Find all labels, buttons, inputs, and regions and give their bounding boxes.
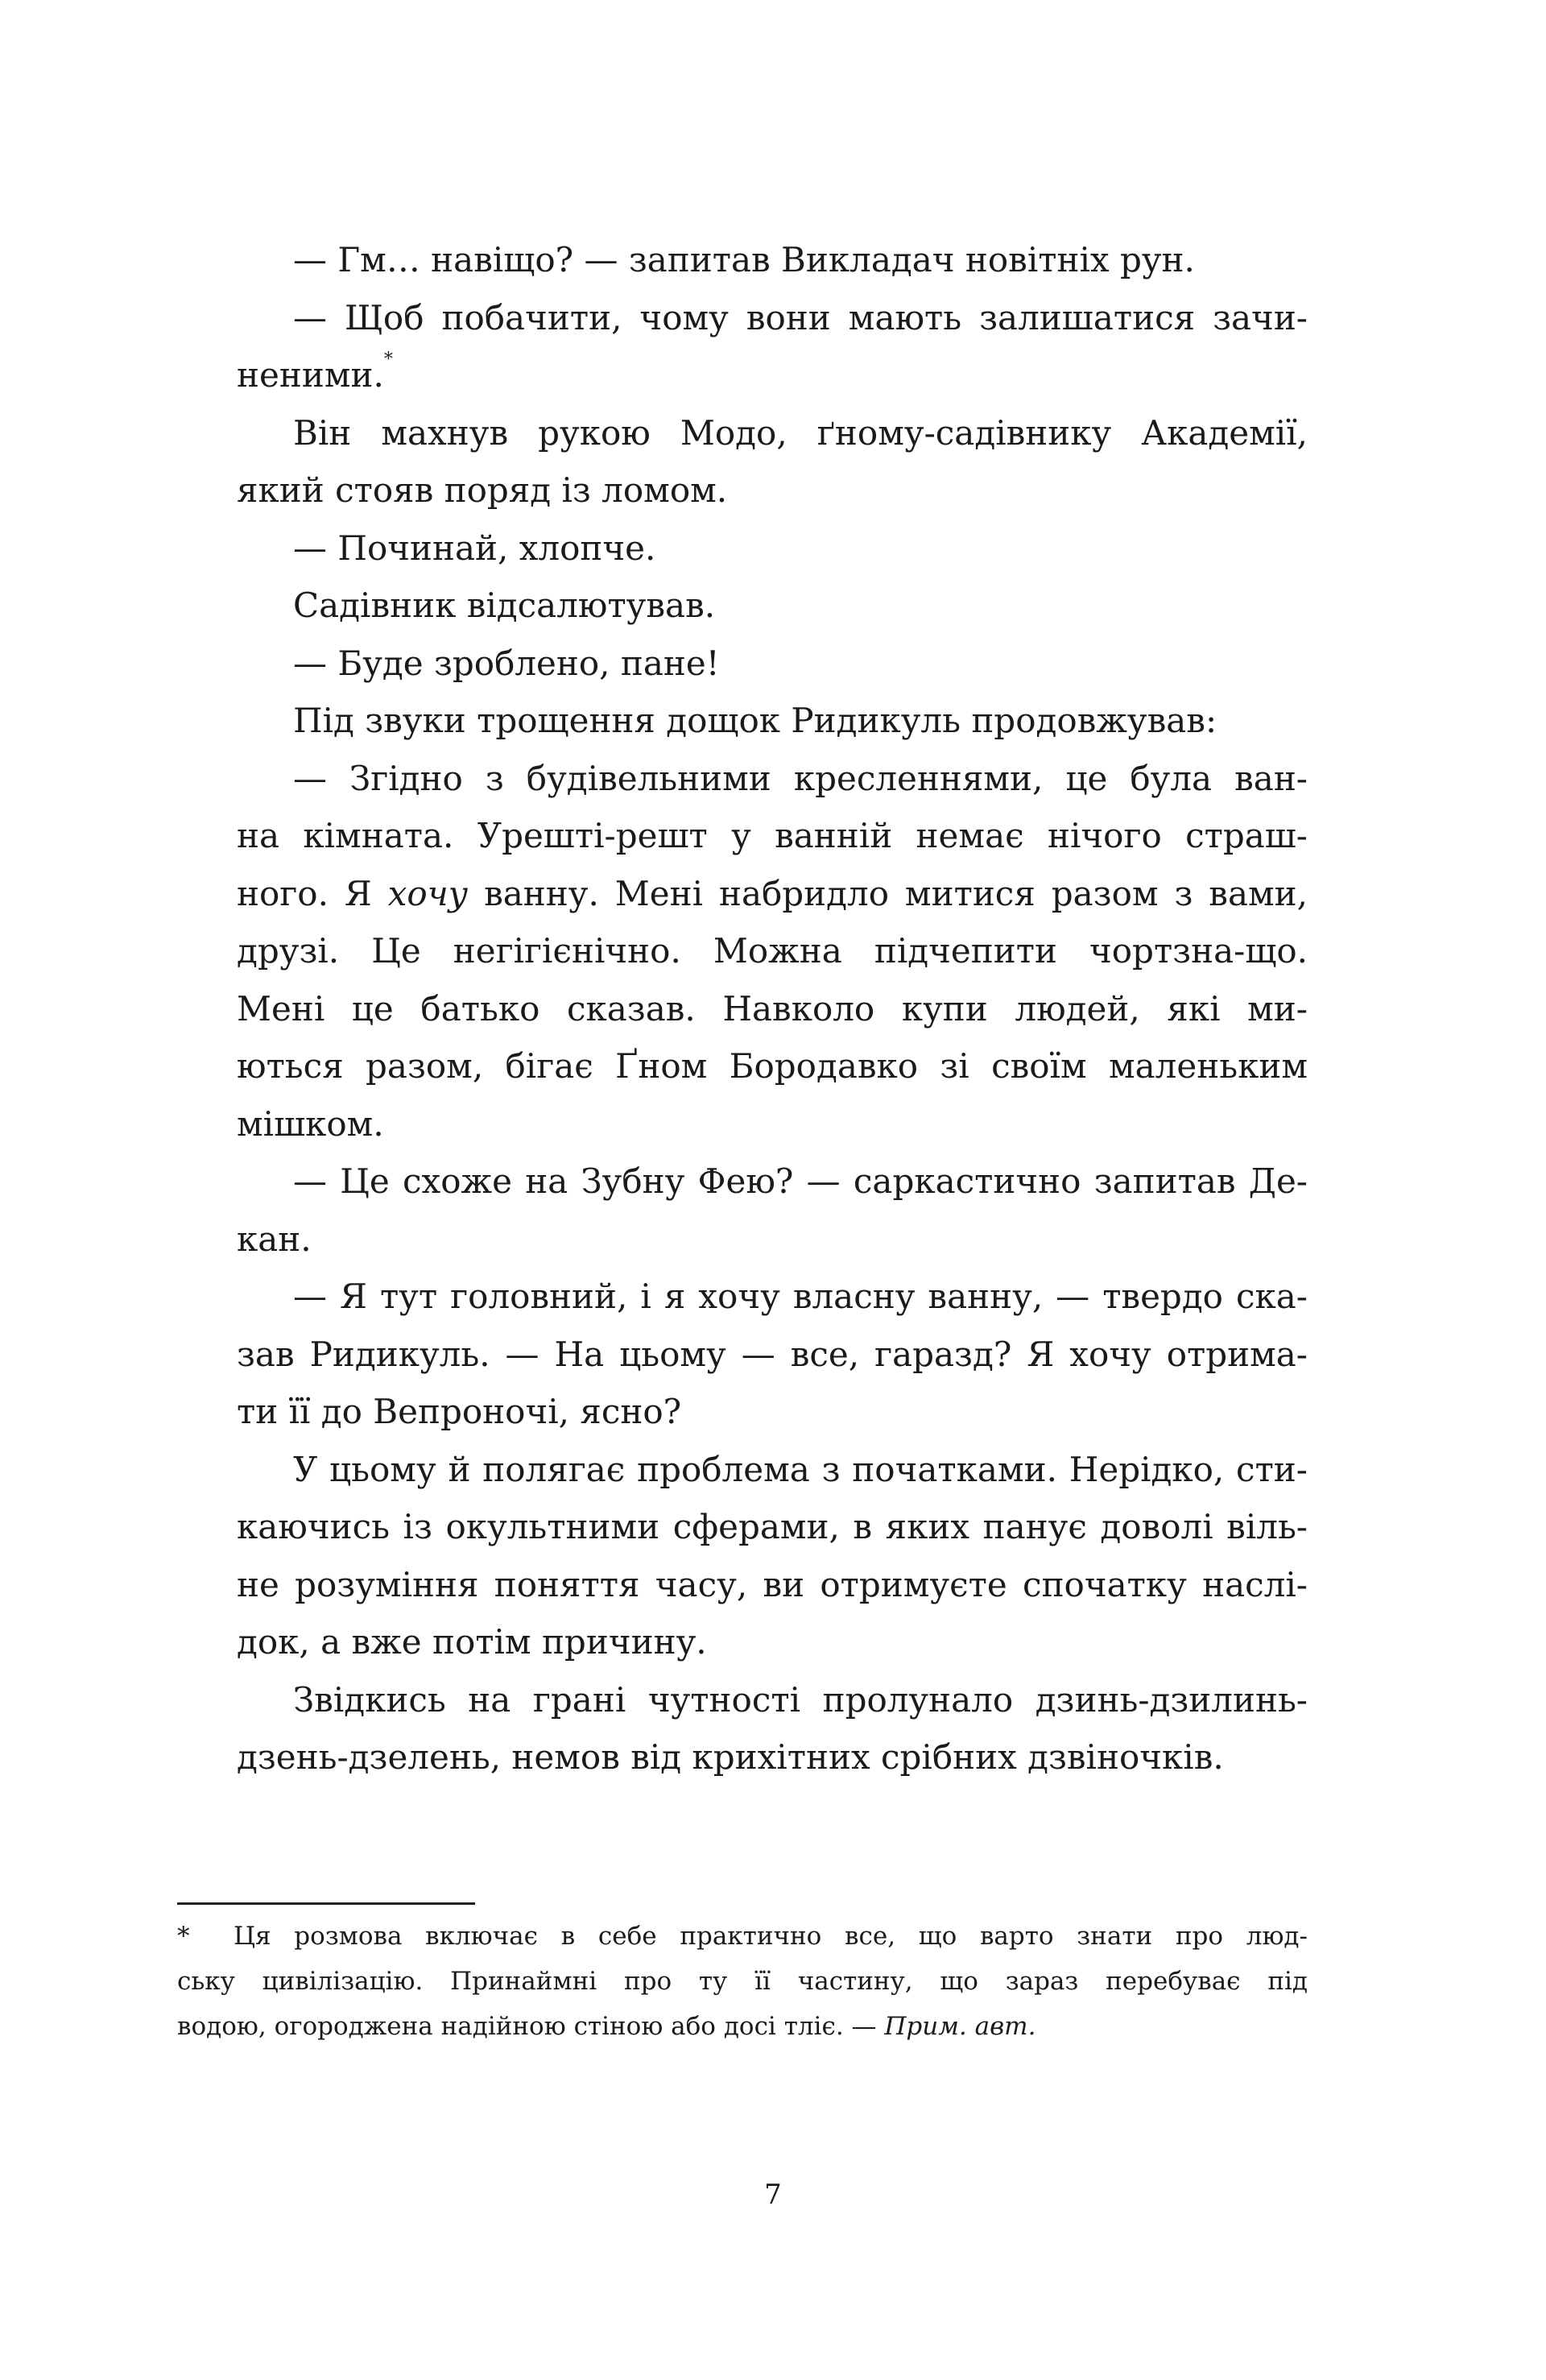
text-line: Садівник відсалютував. bbox=[293, 586, 716, 625]
text-line: зав Ридикуль. — На цьому — все, гаразд? Я хочу отрима- bbox=[237, 1334, 1308, 1374]
text-line: ються разом, бігає Ґном Бородавко зі своїм маленьким bbox=[237, 1046, 1308, 1086]
text-line: — Гм… навіщо? — запитав Викладач новітніх рун. bbox=[293, 240, 1195, 279]
text-line: — Починай, хлопче. bbox=[293, 528, 656, 568]
text-line bbox=[237, 865, 1308, 923]
footnote-marker: * bbox=[177, 1922, 190, 1951]
text-line bbox=[237, 346, 1308, 404]
text-line: дзень-дзелень, немов від крихітних срібних дзвіночків. bbox=[237, 1737, 1224, 1777]
footnote-divider bbox=[177, 1902, 475, 1905]
text-span: ванну. Мені набридло митися разом з вами, bbox=[468, 873, 1308, 913]
text-line: — Буде зроблено, пане! bbox=[293, 643, 720, 683]
footnote-line bbox=[177, 1914, 1308, 1959]
text-line: — Щоб побачити, чому вони мають залишатися зачи- bbox=[293, 297, 1308, 337]
page-number: 7 bbox=[764, 2179, 782, 2211]
text-line: — Я тут головний, і я хочу власну ванну, — твердо ска- bbox=[293, 1277, 1308, 1316]
text-line: мішком. bbox=[237, 1103, 384, 1144]
text-line: Він махнув рукою Модо, ґному-садівнику Академії, bbox=[293, 412, 1308, 453]
text-span: Ця розмова включає в себе практично все, що варто знати про люд- bbox=[234, 1922, 1308, 1951]
text-line: який стояв поряд із ломом. bbox=[237, 470, 728, 510]
text-line: кан. bbox=[237, 1219, 312, 1259]
text-line: У цьому й полягає проблема з початками. Нерідко, сти- bbox=[293, 1449, 1308, 1489]
footnote-line bbox=[177, 2004, 1308, 2049]
text-line: — Це схоже на Зубну Фею? — саркастично запитав Де- bbox=[293, 1161, 1308, 1201]
footnote-ref[interactable]: * bbox=[383, 350, 393, 370]
text-line: ти її до Вепроночі, ясно? bbox=[237, 1392, 682, 1431]
text-line: — Згідно з будівельними кресленнями, це була ван- bbox=[293, 758, 1308, 798]
author-note: Прим. авт. bbox=[884, 2012, 1036, 2041]
footnote-line: ську цивілізацію. Принаймні про ту її частину, що зараз перебуває під bbox=[177, 1967, 1308, 1996]
emphasis: хочу bbox=[387, 873, 469, 913]
text-line: док, а вже потім причину. bbox=[237, 1622, 707, 1662]
text-line: Мені це батько сказав. Навколо купи людей, які ми- bbox=[237, 988, 1308, 1029]
text-line: не розуміння поняття часу, ви отримуєте спочатку наслі- bbox=[237, 1564, 1308, 1604]
text-line: на кімната. Урешті-решт у ванній немає нічого страш- bbox=[237, 816, 1308, 855]
footnote bbox=[177, 1914, 1308, 2049]
text-line: Під звуки трощення дощок Ридикуль продовжував: bbox=[293, 701, 1217, 740]
text-span: водою, огороджена надійною стіною або досі тліє. — bbox=[177, 2012, 885, 2041]
main-text bbox=[237, 231, 1308, 1786]
text-span: неними. bbox=[237, 355, 384, 395]
text-line: каючись із окультними сферами, в яких панує доволі віль- bbox=[237, 1507, 1308, 1546]
text-line: Звідкись на грані чутності пролунало дзинь-дзилинь- bbox=[293, 1679, 1308, 1720]
text-line: друзі. Це негігієнічно. Можна підчепити чортзна-що. bbox=[237, 931, 1308, 971]
text-span: ного. Я bbox=[237, 873, 388, 913]
